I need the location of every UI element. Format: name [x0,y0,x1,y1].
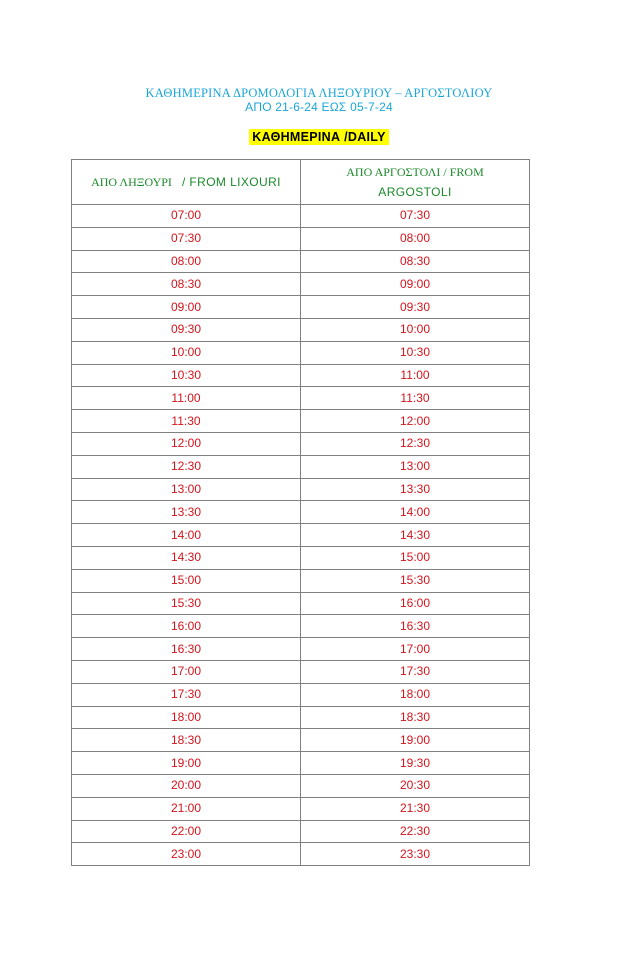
table-row [72,546,530,569]
departure-time-lixouri: 19:00 [72,752,301,775]
timetable-body [72,205,530,866]
departure-time-lixouri: 14:00 [72,524,301,547]
header-from-lixouri-english: / FROM LIXOURI [181,175,281,189]
departure-time-lixouri: 20:00 [72,774,301,797]
departure-time-lixouri: 12:00 [72,432,301,455]
departure-time-argostoli: 10:30 [301,341,530,364]
departure-time-lixouri: 13:00 [72,478,301,501]
departure-time-lixouri: 08:30 [72,273,301,296]
departure-time-argostoli: 08:00 [301,227,530,250]
departure-time-argostoli: 16:00 [301,592,530,615]
table-row [72,250,530,273]
table-row [72,364,530,387]
departure-time-argostoli: 08:30 [301,250,530,273]
table-row [72,296,530,319]
departure-time-lixouri: 15:00 [72,569,301,592]
departure-time-lixouri: 16:00 [72,615,301,638]
table-row [72,410,530,433]
table-row [72,205,530,228]
daily-label-wrap [0,128,638,146]
departure-time-argostoli: 14:00 [301,501,530,524]
departure-time-argostoli: 17:00 [301,638,530,661]
departure-time-lixouri: 15:30 [72,592,301,615]
departure-time-argostoli: 13:00 [301,455,530,478]
daily-label: ΚΑΘΗΜΕΡΙΝΑ /DAILY [249,129,388,145]
table-row [72,683,530,706]
schedule-date-range: ΑΠΟ 21-6-24 ΕΩΣ 05-7-24 [245,100,393,114]
table-row [72,569,530,592]
departure-time-argostoli: 21:30 [301,797,530,820]
departure-time-lixouri: 07:30 [72,227,301,250]
table-row [72,387,530,410]
departure-time-lixouri: 13:30 [72,501,301,524]
table-row [72,478,530,501]
departure-time-argostoli: 07:30 [301,205,530,228]
departure-time-argostoli: 11:30 [301,387,530,410]
departure-time-lixouri: 17:00 [72,660,301,683]
departure-time-lixouri: 17:30 [72,683,301,706]
departure-time-argostoli: 18:30 [301,706,530,729]
departure-time-argostoli: 12:00 [301,410,530,433]
table-row [72,524,530,547]
table-row [72,615,530,638]
departure-time-argostoli: 19:00 [301,729,530,752]
departure-time-lixouri: 10:30 [72,364,301,387]
table-row [72,638,530,661]
departure-time-argostoli: 11:00 [301,364,530,387]
table-row [72,592,530,615]
departure-time-lixouri: 07:00 [72,205,301,228]
table-row [72,273,530,296]
departure-time-argostoli: 13:30 [301,478,530,501]
table-row [72,797,530,820]
departure-time-lixouri: 11:30 [72,410,301,433]
departure-time-lixouri: 18:30 [72,729,301,752]
departure-time-argostoli: 17:30 [301,660,530,683]
departure-time-lixouri: 23:00 [72,843,301,866]
table-row [72,729,530,752]
table-row [72,455,530,478]
header-from-argostoli [301,160,530,205]
departure-time-argostoli: 12:30 [301,432,530,455]
table-row [72,752,530,775]
table-row [72,774,530,797]
departure-time-lixouri: 12:30 [72,455,301,478]
departure-time-lixouri: 08:00 [72,250,301,273]
schedule-title [0,86,638,114]
departure-time-lixouri: 16:30 [72,638,301,661]
departure-time-argostoli: 20:30 [301,774,530,797]
departure-time-lixouri: 11:00 [72,387,301,410]
header-from-lixouri-greek: ΑΠΟ ΛΗΞΟΥΡΙ [91,175,172,189]
departure-time-lixouri: 14:30 [72,546,301,569]
header-from-argostoli-english: ARGOSTOLI [378,185,452,199]
departure-time-argostoli: 18:00 [301,683,530,706]
header-from-argostoli-greek: ΑΠΟ ΑΡΓΟΣΤΟΛΙ / FROM [346,165,484,179]
table-row [72,706,530,729]
timetable [71,159,530,866]
table-row [72,820,530,843]
departure-time-lixouri: 22:00 [72,820,301,843]
departure-time-lixouri: 10:00 [72,341,301,364]
departure-time-lixouri: 21:00 [72,797,301,820]
table-row [72,843,530,866]
departure-time-argostoli: 15:00 [301,546,530,569]
table-row [72,660,530,683]
table-row [72,432,530,455]
departure-time-argostoli: 14:30 [301,524,530,547]
table-row [72,318,530,341]
departure-time-lixouri: 09:30 [72,318,301,341]
departure-time-argostoli: 09:00 [301,273,530,296]
departure-time-argostoli: 16:30 [301,615,530,638]
header-from-lixouri [72,160,301,205]
departure-time-argostoli: 23:30 [301,843,530,866]
table-row [72,501,530,524]
table-row [72,227,530,250]
table-row [72,341,530,364]
schedule-title-line1: ΚΑΘΗΜΕΡΙΝΑ ΔΡΟΜΟΛΟΓΙΑ ΛΗΞΟΥΡΙΟΥ – ΑΡΓΟΣΤΟΛΙΟΥ [145,86,493,100]
departure-time-argostoli: 15:30 [301,569,530,592]
departure-time-argostoli: 09:30 [301,296,530,319]
departure-time-lixouri: 09:00 [72,296,301,319]
departure-time-argostoli: 10:00 [301,318,530,341]
timetable-header-row [72,160,530,205]
departure-time-argostoli: 19:30 [301,752,530,775]
departure-time-lixouri: 18:00 [72,706,301,729]
departure-time-argostoli: 22:30 [301,820,530,843]
